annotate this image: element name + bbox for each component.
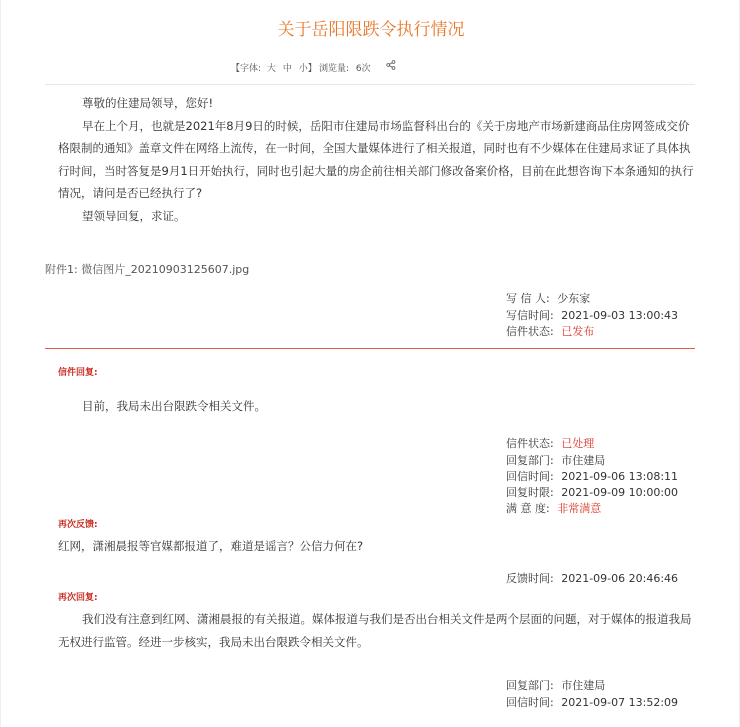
write-time-value: 2021-09-03 13:00:43 <box>561 309 679 322</box>
share-icon[interactable] <box>386 60 396 70</box>
reply-dept-row <box>506 452 605 468</box>
view-count <box>319 61 371 74</box>
reply-deadline-row <box>506 484 678 500</box>
write-time-label: 写信时间: <box>506 309 554 322</box>
reply2-time-value: 2021-09-07 13:52:09 <box>561 696 679 709</box>
reply2-tag: 再次回复: <box>58 593 98 603</box>
reply2-time-label: 回信时间: <box>506 696 554 709</box>
font-size-control <box>231 61 317 74</box>
reply2-dept-value: 市住建局 <box>561 679 606 692</box>
views-count: 6次 <box>355 64 371 74</box>
reply-dept-value: 市住建局 <box>561 454 606 467</box>
reply-status-row <box>506 435 594 451</box>
write-time-row <box>506 307 678 323</box>
satisfaction-value: 非常满意 <box>557 502 602 515</box>
page-title: 关于岳阳限跌令执行情况 <box>277 20 465 40</box>
font-size-label: 【字体: <box>231 64 262 74</box>
reply-time-label: 回信时间: <box>506 470 554 483</box>
reply-time-row <box>506 468 678 484</box>
reply-status-value: 已处理 <box>561 437 595 450</box>
feedback-tag: 再次反馈: <box>58 520 98 530</box>
reply2-dept-row <box>506 677 605 693</box>
reply2-time-row <box>506 694 678 710</box>
writer-row <box>506 290 590 306</box>
letter-greeting: 尊敬的住建局领导，您好! <box>82 96 214 110</box>
satisfaction-row <box>506 500 601 516</box>
attachment-link[interactable]: 微信图片_20210903125607.jpg <box>81 263 250 276</box>
reply2-dept-label: 回复部门: <box>506 679 554 692</box>
font-small-link[interactable]: 小 <box>298 64 308 74</box>
font-size-close: 】 <box>307 64 317 74</box>
letter-closing: 望领导回复，求证。 <box>82 208 186 223</box>
letter-status-row <box>506 323 594 339</box>
reply-text: 目前，我局未出台限跌令相关文件。 <box>82 399 266 413</box>
letter-paragraph: 早在上个月，也就是2021年8月9日的时候，岳阳市住建局市场监督科出台的《关于房地产市场新建商品住房网签成交价格限制的通知》盖章文件在网络上流传，在一时间，全国大量媒体进行了相关报道，同时也有不少媒体在住建局求证了具体执行时间，当时答复是9月1日开始执行，同时也引起大量的房企前往相关部门修改备案价格，目前在此想咨询下本条通知的执行情况，请问是否已经执行了? <box>58 118 694 200</box>
reply-time-value: 2021-09-06 13:08:11 <box>561 470 679 483</box>
letter-status-value: 已发布 <box>561 325 595 338</box>
reply-divider <box>45 348 695 349</box>
writer-value: 少东家 <box>557 292 591 305</box>
reply-tag: 信件回复: <box>58 368 98 378</box>
font-large-link[interactable]: 大 <box>266 64 276 74</box>
satisfaction-label: 满 意 度: <box>506 502 550 515</box>
letter-status-label: 信件状态: <box>506 325 554 338</box>
attachment-label: 附件1: <box>45 263 78 276</box>
feedback-time-label: 反馈时间: <box>506 572 554 585</box>
reply-deadline-value: 2021-09-09 10:00:00 <box>561 486 679 499</box>
header-divider <box>45 84 695 85</box>
feedback-time-row <box>506 570 678 586</box>
writer-label: 写 信 人: <box>506 292 550 305</box>
reply-deadline-label: 回复时限: <box>506 486 554 499</box>
font-medium-link[interactable]: 中 <box>282 64 292 74</box>
feedback-text: 红网，潇湘晨报等官媒都报道了，难道是谣言？公信力何在? <box>58 539 364 553</box>
reply-dept-label: 回复部门: <box>506 454 554 467</box>
reply2-text: 我们没有注意到红网、潇湘晨报的有关报道。媒体报道与我们是否出台相关文件是两个层面的问题，对于媒体的报道我局无权进行监管。经进一步核实，我局未出台限跌令相关文件。 <box>58 612 692 649</box>
letter-body <box>58 92 698 227</box>
views-label: 浏览量: <box>319 64 350 74</box>
attachment <box>45 261 249 277</box>
reply2-body <box>58 608 692 653</box>
reply-status-label: 信件状态: <box>506 437 554 450</box>
feedback-time-value: 2021-09-06 20:46:46 <box>561 572 679 585</box>
